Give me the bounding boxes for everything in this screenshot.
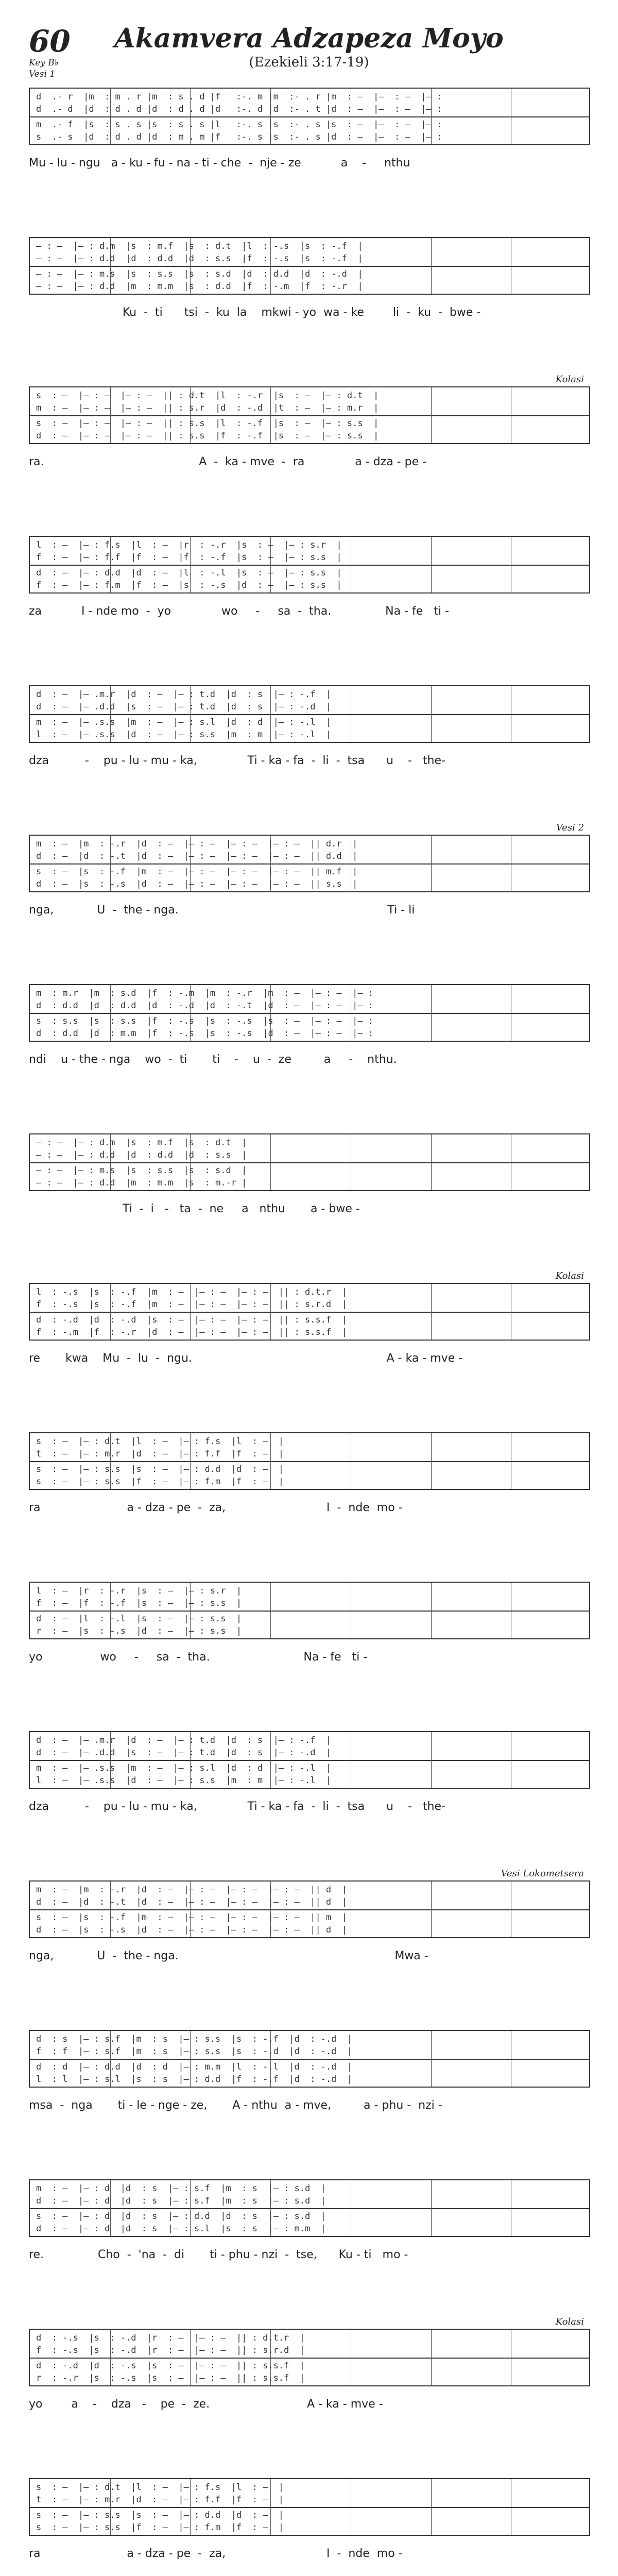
music-system [29,1133,590,1278]
solfa-row: l : — |— .s.s |d : — |— : s.s |m : m |— : -.l | [36,730,332,740]
solfa-row: d : — |s : -.s |d : — |— : — |— : — |— : — || s.s | [36,879,358,889]
solfa-row: f : -.m |f : -.r |d : — |— : — |— : — || : s.s.f | [36,1327,347,1337]
staff-divider [30,1760,589,1761]
staff-divider [30,116,589,117]
staff-divider [30,1461,589,1462]
staff-divider [30,1909,589,1910]
solfa-row: r : -.r |s : -.s |s : — |— : — || : s.s.f | [36,2373,305,2383]
solfa-row: l : — |r : -.r |s : — |— : s.r | [36,1586,242,1596]
solfa-row: d : d.d |d : m.m |f : -.s |s : -.s |d : — |— : — |— : [36,1028,374,1039]
solfa-row: — : — |— : m.s |s : s.s |s : s.d | [36,1165,247,1176]
solfa-row: s : — |— : s.s |s : — |— : d.d |d : — | [36,1464,284,1475]
solfa-row: t : — |— : m.r |d : — |— : f.f |f : — | [36,1449,284,1459]
solfa-row: m : — |m : -.r |d : — |— : — |— : — |— : — || d.r | [36,839,358,849]
verse-label: Vesi 1 [29,69,56,79]
solfa-row: s : — |— : — |— : — || : d.t |l : -.r |s : — |— : d.t | [36,391,379,401]
solfa-row: d : -.d |d : -.d |s : — |— : — |— : — || : s.s.f | [36,1315,347,1325]
staff-divider [30,415,589,416]
staff [29,1880,590,1938]
staff [29,88,590,145]
solfa-row: — : — |— : d.d |d : d.d |d : s.s |f : -.s |s : -.f | [36,253,363,264]
lyrics-line: re kwa Mu - lu - ngu. A - ka - mve - [29,1352,463,1365]
music-system [29,1731,590,1875]
staff-divider [30,565,589,566]
solfa-row: d .- d |d : d . d |d : d . d |d :-. d |d :- . t |d : — |— : — |— : [36,104,442,114]
solfa-row: s : — |— : d.t |l : — |— : f.s |l : — | [36,1436,284,1447]
solfa-row: — : — |— : d.m |s : m.f |s : d.t | [36,1138,247,1148]
solfa-row: d : — |— .m.r |d : — |— : t.d |d : s |— : -.f | [36,689,332,700]
music-system [29,1270,590,1427]
solfa-row: f : -.s |s : -.f |m : — |— : — |— : — || : s.r.d | [36,1299,347,1310]
staff [29,536,590,594]
solfa-row: d : — |— : — |— : — || : s.s |f : -.f |s : — |— : s.s | [36,431,379,441]
hymn-number: 60 [29,24,71,59]
staff-divider [30,2507,589,2508]
hymn-header [0,0,618,79]
lyrics-line: Ku - ti tsi - ku la mkwi - yo wa - ke li - ku - bwe - [29,306,481,319]
staff-divider [30,1312,589,1313]
solfa-row: m : — |— : — |— : — || : s.r |d : -.d |t : — |— : m.r | [36,403,379,413]
key-signature: Key B♭ [29,58,59,68]
staff [29,2478,590,2536]
music-system [29,2478,590,2576]
music-system [29,1582,590,1726]
solfa-row: f : f |— : s.f |m : s |— : s.s |s : -.d |d : -.d | [36,2046,353,2057]
scripture-reference: (Ezekieli 3:17-19) [249,55,369,70]
music-system [29,1432,590,1577]
staff-divider [30,863,589,865]
section-marker: Kolasi [555,1270,584,1281]
music-system [29,685,590,829]
solfa-row: d : -.s |s : -.d |r : — |— : — || : d.t.r | [36,2333,305,2343]
music-system [29,374,590,531]
section-marker: Vesi Lokometsera [501,1868,584,1879]
solfa-row: d : — |— : d.d |d : — |l : -.l |s : — |— : s.s | [36,568,342,578]
staff [29,835,590,892]
lyrics-line: ra. A - ka - mve - ra a - dza - pe - [29,455,427,468]
lyrics-line: msa - nga ti - le - nge - ze, A - nthu a - mve, a - phu - nzi - [29,2099,442,2112]
staff-divider [30,2358,589,2359]
solfa-row: — : — |— : d.m |s : m.f |s : d.t |l : -.s |s : -.f | [36,241,363,251]
lyrics-line: dza - pu - lu - mu - ka, Ti - ka - fa - li - tsa u - the- [29,1800,445,1813]
solfa-row: d : — |d : -.t |d : — |— : — |— : — |— : — || d | [36,1897,347,1907]
staff [29,386,590,444]
solfa-row: f : -.s |s : -.d |r : — |— : — || : s.r.d | [36,2345,305,2355]
staff-divider [30,714,589,715]
staff-divider [30,1013,589,1014]
solfa-row: d .- r |m : m . r |m : s . d |f :-. m |m :- . r |m : — |— : — |— : [36,92,442,102]
music-system [29,1868,590,2025]
solfa-row: r : — |s : -.s |d : — |— : s.s | [36,1626,242,1636]
solfa-row: — : — |— : d.d |m : m.m |s : d.d |f : -.m |f : -.r | [36,281,363,292]
lyrics-line: nga, U - the - nga. Mwa - [29,1950,428,1962]
solfa-row: s : — |s : -.f |m : — |— : — |— : — |— : — || m.f | [36,867,358,877]
solfa-row: f : — |— : f.f |f : — |f : -.f |s : — |— : s.s | [36,552,342,563]
solfa-row: s : — |s : -.f |m : — |— : — |— : — |— : — || m | [36,1912,347,1923]
staff-divider [30,266,589,267]
staff-divider [30,1611,589,1612]
solfa-row: — : — |— : d.d |m : m.m |s : m.-r | [36,1178,247,1188]
solfa-row: l : -.s |s : -.f |m : — |— : — |— : — || : d.t.r | [36,1287,347,1297]
staff-divider [30,1162,589,1163]
lyrics-line: yo wo - sa - tha. Na - fe ti - [29,1651,368,1664]
solfa-row: m .- f |s : s . s |s : s . s |l :-. s |s :- . s |s : — |— : — |— : [36,120,442,130]
music-system [29,2030,590,2174]
solfa-row: d : — |l : -.l |s : — |— : s.s | [36,1614,242,1624]
lyrics-line: za I - nde mo - yo wo - sa - tha. Na - fe ti - [29,605,449,618]
lyrics-line: ndi u - the - nga wo - ti ti - u - ze a - nthu. [29,1053,397,1066]
solfa-row: t : — |— : m.r |d : — |— : f.f |f : — | [36,2495,284,2505]
staff [29,1133,590,1191]
solfa-row: l : l |— : s.l |s : s |— : d.d |f : -.f |d : -.d | [36,2074,353,2084]
solfa-row: d : d.d |d : d.d |d : -.d |d : -.t |d : — |— : — |— : [36,1001,374,1011]
solfa-row: s : — |— : — |— : — || : s.s |l : -.f |s : — |— : s.s | [36,418,379,429]
solfa-row: d : — |d : -.t |d : — |— : — |— : — |— : — || d.d | [36,851,358,861]
solfa-row: s : — |— : s.s |f : — |— : f.m |f : — | [36,2522,284,2533]
staff [29,685,590,743]
solfa-row: s : — |— : s.s |f : — |— : f.m |f : — | [36,1477,284,1487]
lyrics-line: re. Cho - 'na - di ti - phu - nzi - tse, Ku - ti mo - [29,2248,408,2261]
solfa-row: l : — |— .s.s |d : — |— : s.s |m : m |— : -.l | [36,1775,332,1786]
solfa-row: d : — |— .m.r |d : — |— : t.d |d : s |— : -.f | [36,1735,332,1745]
lyrics-line: Mu - lu - ngu a - ku - fu - na - ti - che - nje - ze a - nthu [29,157,410,170]
solfa-row: f : — |— : f.m |f : — |s : -.s |d : — |— : s.s | [36,580,342,590]
staff [29,1731,590,1789]
solfa-row: l : — |— : f.s |l : — |r : -.r |s : — |— : s.r | [36,540,342,550]
staff [29,2329,590,2386]
solfa-row: d : d |— : d.d |d : d |— : m.m |l : -.l |d : -.d | [36,2062,353,2072]
staff [29,984,590,1042]
solfa-row: d : — |— : d |d : s |— : s.f |m : s |— : s.d | [36,2196,326,2206]
staff [29,2030,590,2088]
solfa-row: d : -.d |d : -.s |s : — |— : — || : s.s.f | [36,2361,305,2371]
lyrics-line: yo a - dza - pe - ze. A - ka - mve - [29,2398,383,2411]
staff [29,1582,590,1639]
staff [29,1283,590,1341]
section-marker: Vesi 2 [556,822,584,833]
solfa-row: m : m.r |m : s.d |f : -.m |m : -.r |m : — |— : — |— : [36,988,374,998]
solfa-row: s : — |— : d.t |l : — |— : f.s |l : — | [36,2482,284,2493]
staff [29,1432,590,1490]
solfa-row: s : — |— : d |d : s |— : d.d |d : s |— : s.d | [36,2211,326,2222]
solfa-row: m : — |— : d |d : s |— : s.f |m : s |— : s.d | [36,2183,326,2194]
music-system [29,2316,590,2473]
music-system [29,536,590,680]
staff [29,237,590,295]
section-marker: Kolasi [555,2316,584,2327]
lyrics-line: nga, U - the - nga. Ti - li [29,904,415,917]
lyrics-line: dza - pu - lu - mu - ka, Ti - ka - fa - li - tsa u - the- [29,754,445,767]
solfa-row: s : s.s |s : s.s |f : -.s |s : -.s |s : — |— : — |— : [36,1016,374,1026]
solfa-row: d : — |— : d |d : s |— : s.l |s : s |— : m.m | [36,2224,326,2234]
staff-divider [30,2208,589,2209]
music-system [29,88,590,232]
solfa-row: m : — |— .s.s |m : — |— : s.l |d : d |— : -.l | [36,1763,332,1773]
staff-divider [30,2059,589,2060]
music-system [29,822,590,979]
staff [29,2179,590,2237]
section-marker: Kolasi [555,374,584,385]
solfa-row: s .- s |d : d . d |d : m . m |f :-. s |s :- . s |d : — |— : — |— : [36,132,442,142]
hymn-title: Akamvera Adzapeza Moyo [114,23,504,54]
lyrics-line: ra a - dza - pe - za, I - nde mo - [29,2547,403,2560]
lyrics-line: Ti - i - ta - ne a nthu a - bwe - [29,1202,360,1215]
lyrics-line: ra a - dza - pe - za, I - nde mo - [29,1501,403,1514]
solfa-row: — : — |— : m.s |s : s.s |s : s.d |d : d.d |d : -.d | [36,269,363,279]
solfa-row: s : — |— : s.s |s : — |— : d.d |d : — | [36,2510,284,2520]
music-system [29,237,590,381]
solfa-row: f : — |f : -.f |s : — |— : s.s | [36,1598,242,1608]
solfa-row: m : — |— .s.s |m : — |— : s.l |d : d |— : -.l | [36,717,332,727]
solfa-row: d : — |s : -.s |d : — |— : — |— : — |— : — || d | [36,1925,347,1935]
solfa-row: d : — |— .d.d |s : — |— : t.d |d : s |— : -.d | [36,1748,332,1758]
solfa-row: d : s |— : s.f |m : s |— : s.s |s : -.f |d : -.d | [36,2034,353,2044]
solfa-row: d : — |— .d.d |s : — |— : t.d |d : s |— : -.d | [36,702,332,712]
solfa-row: m : — |m : -.r |d : — |— : — |— : — |— : — || d | [36,1885,347,1895]
music-system [29,984,590,1128]
solfa-row: — : — |— : d.d |d : d.d |d : s.s | [36,1150,247,1160]
music-system [29,2179,590,2324]
